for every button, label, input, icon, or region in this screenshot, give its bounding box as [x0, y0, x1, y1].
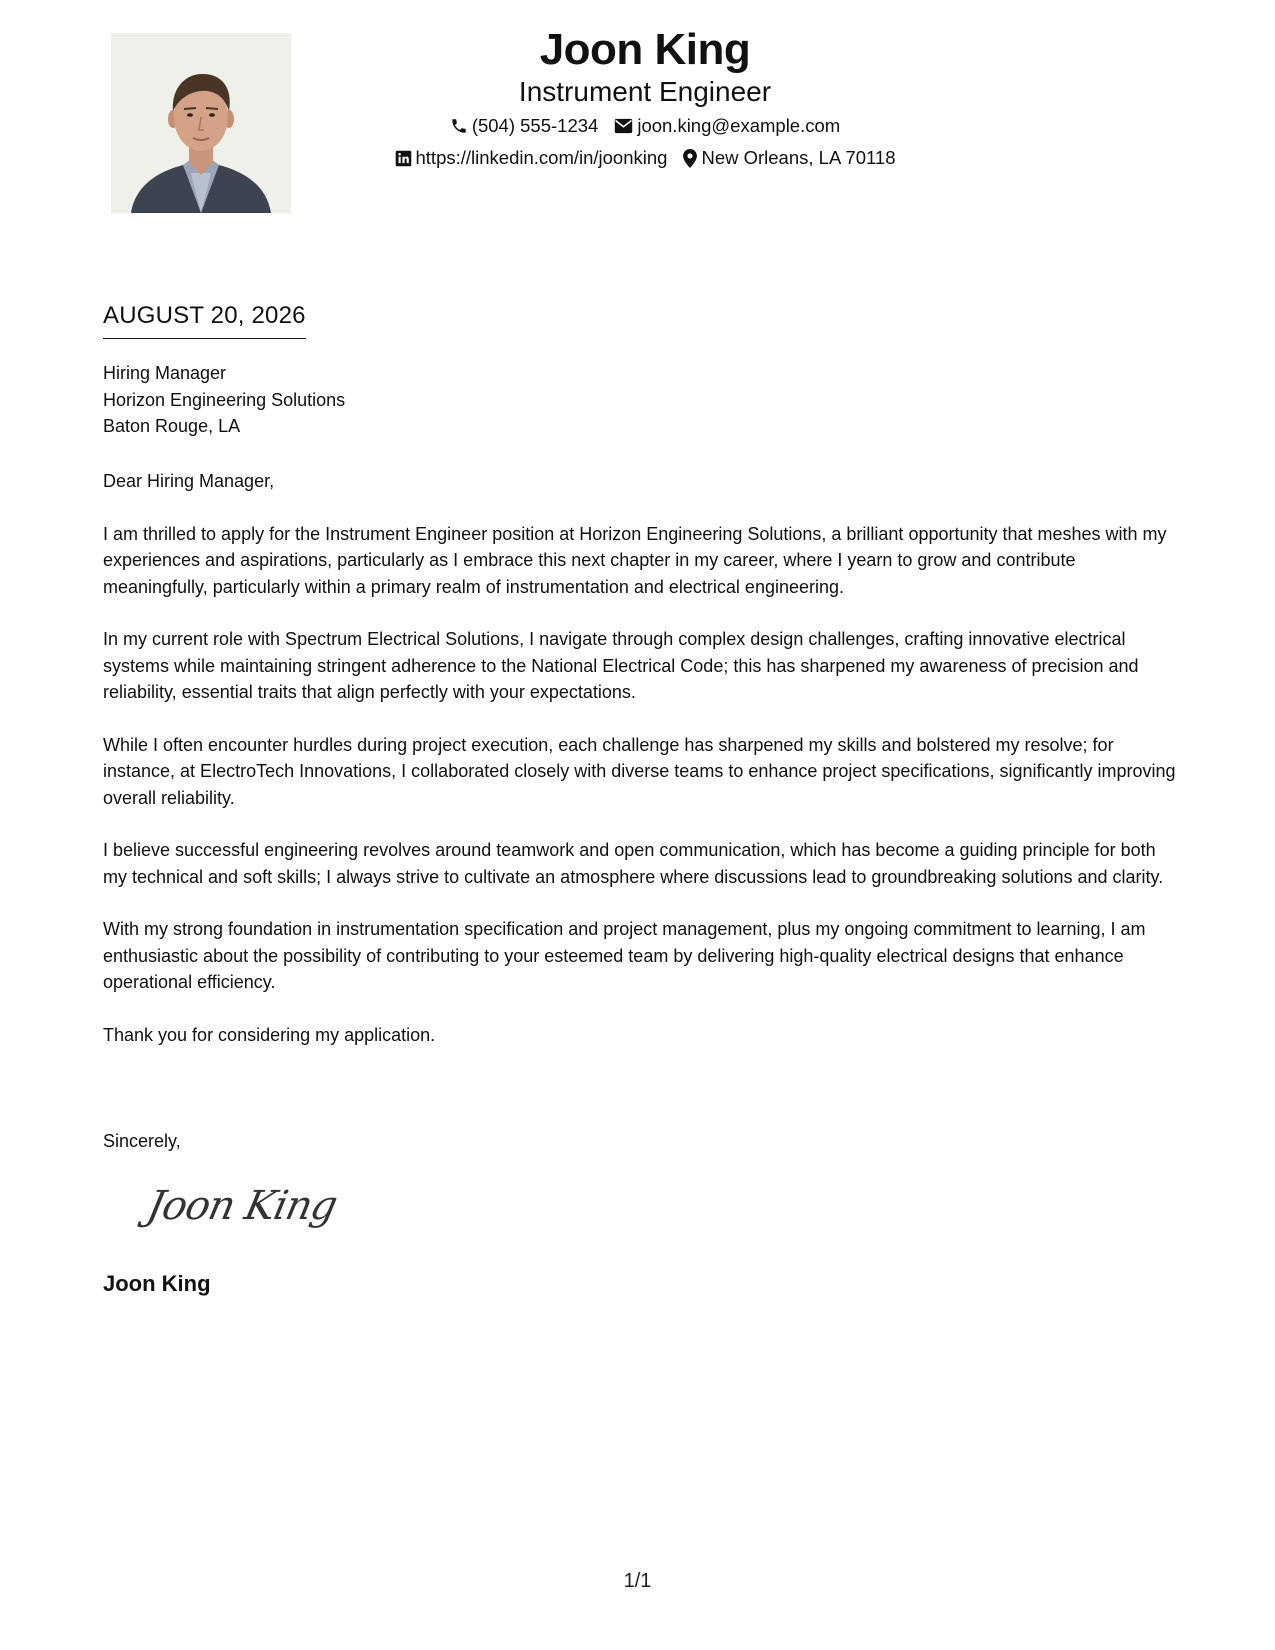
- envelope-icon: [614, 118, 633, 134]
- phone-icon: [450, 117, 468, 135]
- applicant-name: Joon King: [539, 25, 751, 74]
- letter-body: [103, 468, 1178, 1074]
- map-marker-icon: [683, 149, 697, 168]
- salutation: Dear Hiring Manager,: [103, 471, 275, 491]
- letter-paragraph: I am thrilled to apply for the Instrument Engineer position at Horizon Engineering Solutions, a brilliant opportunity that meshes with my experiences and aspirations, particularly as I embrace this next chapter in my career, where I yearn to grow and contribute meaningfully, particularly within a primary realm of instrumentation and electrical engineering.: [103, 523, 1167, 597]
- page-number: 1/1: [623, 1570, 652, 1592]
- recipient-location: Baton Rouge, LA: [103, 416, 241, 436]
- linkedin-text: https://linkedin.com/in/joonking: [415, 147, 668, 168]
- recipient-title: Hiring Manager: [103, 363, 227, 383]
- signature: Joon King: [143, 1183, 341, 1229]
- recipient-block: [103, 360, 345, 440]
- letter-paragraph: While I often encounter hurdles during project execution, each challenge has sharpened my skills and bolstered my resolve; for instance, at ElectroTech Innovations, I collaborated closely with diverse teams to enhance project specifications, significantly improving overall reliability.: [103, 734, 1176, 808]
- letter-date: AUGUST 20, 2026: [103, 300, 306, 339]
- job-title: Instrument Engineer: [518, 76, 772, 107]
- closing: Sincerely,: [103, 1131, 181, 1151]
- letter-paragraph: With my strong foundation in instrumentation specification and project management, plus my ongoing commitment to learning, I am enthusiastic about the possibility of contributing to your esteemed team by delivering high-quality electrical designs that enhance operational efficiency.: [103, 919, 1146, 992]
- thank-you-line: Thank you for considering my application.: [103, 1024, 436, 1045]
- signer-name: Joon King: [103, 1271, 211, 1296]
- contact-email[interactable]: [614, 114, 840, 138]
- profile-photo: [111, 33, 291, 213]
- location-text: New Orleans, LA 70118: [701, 147, 896, 168]
- header: [300, 22, 990, 170]
- contact-phone[interactable]: [450, 114, 599, 138]
- contact-location: [683, 146, 895, 170]
- email-text: joon.king@example.com: [637, 115, 841, 136]
- linkedin-icon: [395, 150, 412, 167]
- letter-paragraph: I believe successful engineering revolves around teamwork and open communication, which has become a guiding principle for both my technical and soft skills; I always strive to cultivate an atmosphere where discussions lead to groundbreaking solutions and clarity.: [103, 840, 1164, 887]
- letter-paragraph: In my current role with Spectrum Electrical Solutions, I navigate through complex design challenges, crafting innovative electrical systems while maintaining stringent adherence to the National Electrical Code; this has sharpened my awareness of precision and reliability, essential traits that align perfectly with your expectations.: [103, 629, 1139, 702]
- contact-linkedin[interactable]: [395, 146, 668, 170]
- phone-text: (504) 555-1234: [471, 115, 599, 136]
- recipient-company: Horizon Engineering Solutions: [103, 389, 346, 410]
- contact-row-2: [300, 146, 990, 170]
- portrait-image: [111, 33, 291, 213]
- contact-row-1: [300, 114, 990, 138]
